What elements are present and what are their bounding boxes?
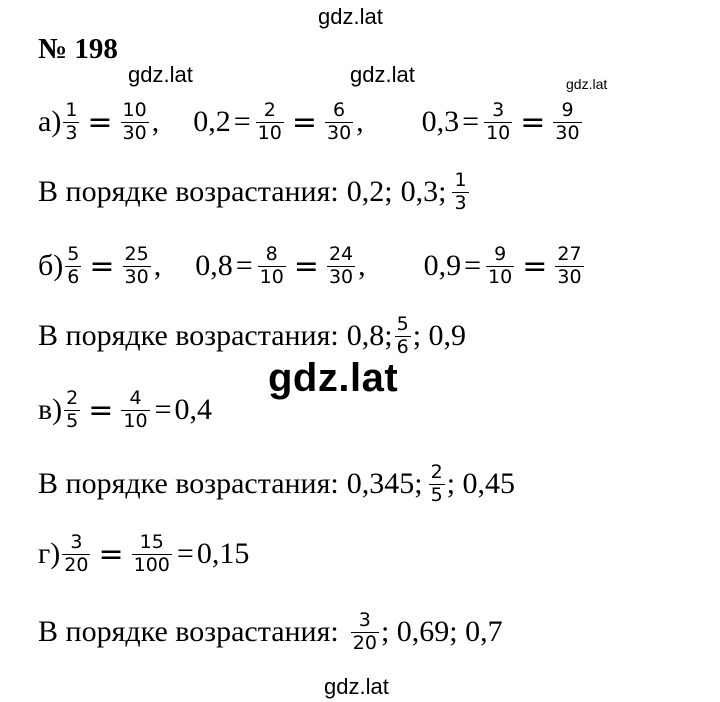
order-item: 0,3; xyxy=(400,175,447,208)
order-label: В порядке возрастания: xyxy=(38,467,339,500)
watermark-a-mid: gdz.lat xyxy=(350,62,415,87)
part-c-order xyxy=(38,454,515,514)
fraction: $\frac{9}{30}$ xyxy=(555,98,580,144)
watermark-a-right: gdz.lat xyxy=(566,76,608,92)
decimal: 0,9 xyxy=(423,249,462,282)
watermark-a-left: gdz.lat xyxy=(128,62,193,87)
order-item: ; 0,69; 0,7 xyxy=(380,615,503,648)
fraction: $\frac{10}{30}$ xyxy=(122,98,147,144)
decimal: 0,3 xyxy=(421,105,460,138)
fraction: $\frac{2}{5}$ xyxy=(430,460,443,506)
fraction: $\frac{1}{3}$ xyxy=(454,168,467,214)
watermark-bottom: gdz.lat xyxy=(324,674,389,699)
part-b-letter: б) xyxy=(38,249,64,282)
order-item: 0,345; xyxy=(346,467,423,500)
fraction: $\frac{6}{30}$ xyxy=(326,98,352,144)
fraction: $\frac{2}{10}$ xyxy=(257,98,282,144)
decimal: 0,8 xyxy=(195,249,233,282)
fraction: $\frac{8}{10}$ xyxy=(259,242,284,288)
order-item: 0,8; xyxy=(346,319,393,352)
fraction: $\frac{1}{3}$ xyxy=(65,98,78,144)
part-a-letter: а) xyxy=(38,105,62,138)
fraction: $\frac{24}{30}$ xyxy=(328,242,354,288)
order-item: 0,2; xyxy=(346,175,393,208)
order-item: ; 0,45 xyxy=(446,467,516,500)
fraction: $\frac{3}{20}$ xyxy=(352,608,377,654)
order-item: ; 0,9 xyxy=(412,319,467,352)
decimal: 0,4 xyxy=(174,393,212,426)
watermark-center: gdz.lat xyxy=(268,356,399,400)
watermark-top: gdz.lat xyxy=(318,4,383,29)
part-d-order xyxy=(38,602,503,662)
fraction: $\frac{5}{6}$ xyxy=(396,312,409,358)
part-a-equations: а) $\frac{1}{3}$ = $\frac{10}{30}$ , 0,2 = $\frac{2}{10}$ = $\frac{6}{30}$ , 0,3 = $\frac{3}{10}$ = $\frac{9}{30}$ xyxy=(38,98,580,144)
part-b-equations: б) $\frac{5}{6}$ = $\frac{25}{30}$ , 0,8 = $\frac{8}{10}$ = $\frac{24}{30}$ , 0,9 = $\frac{9}{10}$ = $\frac{27}{30}$ xyxy=(38,242,582,288)
part-c-letter: в) xyxy=(38,393,63,426)
part-b-order xyxy=(38,306,466,366)
fraction: $\frac{9}{10}$ xyxy=(488,242,513,288)
order-label: В порядке возрастания: xyxy=(38,175,339,208)
part-d-equations: г) $\frac{3}{20}$ = $\frac{15}{100}$ = 0,15 xyxy=(38,530,250,576)
problem-number: № 198 xyxy=(38,33,118,65)
part-a-order xyxy=(38,162,471,222)
part-d-letter: г) xyxy=(38,537,61,570)
fraction: $\frac{2}{5}$ xyxy=(66,386,79,432)
order-label: В порядке возрастания: xyxy=(38,615,339,648)
decimal: 0,15 xyxy=(196,537,250,570)
part-c-equations: в) $\frac{2}{5}$ = $\frac{4}{10}$ = 0,4 xyxy=(38,386,212,432)
fraction: $\frac{3}{10}$ xyxy=(486,98,511,144)
fraction: $\frac{25}{30}$ xyxy=(124,242,149,288)
decimal: 0,2 xyxy=(193,105,231,138)
fraction: $\frac{4}{10}$ xyxy=(123,386,148,432)
fraction: $\frac{3}{20}$ xyxy=(64,530,89,576)
order-label: В порядке возрастания: xyxy=(38,319,339,352)
fraction: $\frac{27}{30}$ xyxy=(557,242,582,288)
fraction: $\frac{5}{6}$ xyxy=(67,242,80,288)
fraction: $\frac{15}{100}$ xyxy=(133,530,170,576)
